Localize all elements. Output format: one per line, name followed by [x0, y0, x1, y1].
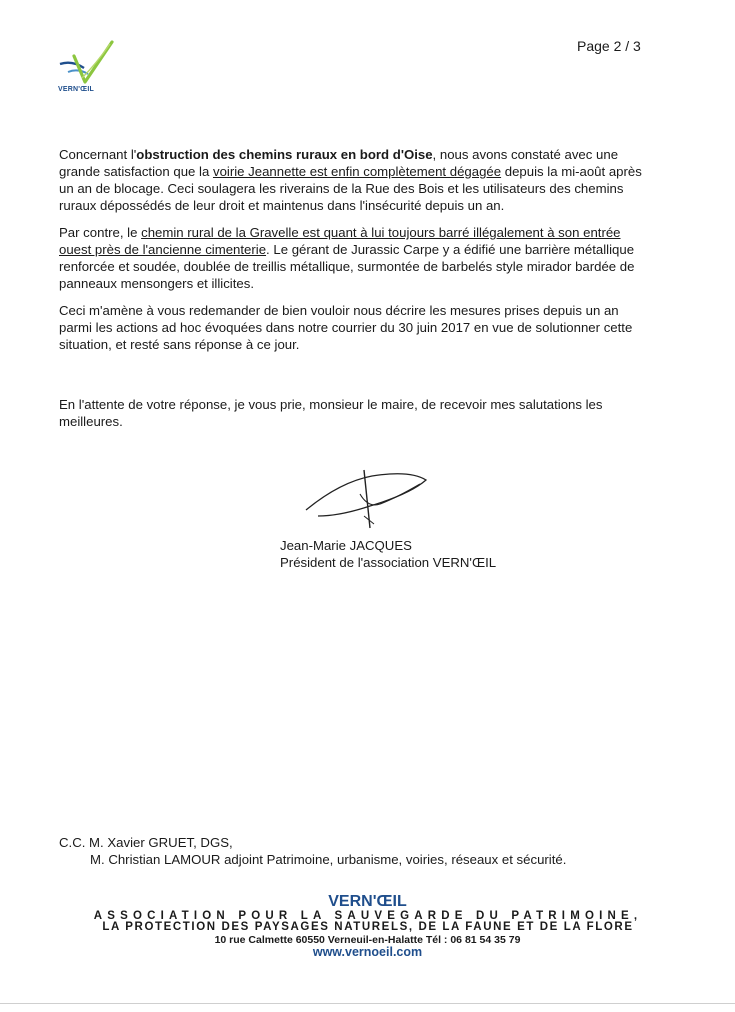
- signatory-name: Jean-Marie JACQUES: [280, 538, 412, 553]
- footer-website: www.vernoeil.com: [312, 945, 423, 959]
- paragraph-chemins-ruraux: [59, 146, 649, 214]
- p1-bold: obstruction des chemins ruraux en bord d'Oise: [136, 147, 433, 162]
- cc-line-1: C.C. M. Xavier GRUET, DGS,: [59, 835, 233, 850]
- p1-text-3: depuis la mi-août après un an de blocage. Ceci soulagera les riverains de la Rue des Bois et les utilisateurs des chemins ruraux dépossédés de leur droit et maintenus dans l'insécurité depuis un an.: [59, 164, 642, 213]
- p2-text-1: Par contre, le: [59, 225, 142, 240]
- footer-association-line-1: ASSOCIATION POUR LA SAUVEGARDE DU PATRIMOINE,: [93, 910, 643, 922]
- page-number: Page 2 / 3: [577, 38, 641, 54]
- footer-address: 10 rue Calmette 60550 Verneuil-en-Halatte Tél : 06 81 54 35 79: [214, 934, 521, 946]
- p1-text-2: , nous avons constaté avec une grande satisfaction que la: [59, 147, 619, 179]
- p1-underline: voirie Jeannette est enfin complètement dégagée: [212, 164, 502, 179]
- p2-underline: chemin rural de la Gravelle est quant à lui toujours barré illégalement à son entrée ouest près de l'ancienne cimenterie: [59, 225, 621, 257]
- logo-wordmark: VERN'ŒIL: [58, 86, 94, 93]
- p1-text-1: Concernant l': [59, 147, 137, 162]
- cc-line-2: M. Christian LAMOUR adjoint Patrimoine, urbanisme, voiries, réseaux et sécurité.: [90, 852, 567, 867]
- handwritten-signature: [300, 464, 440, 536]
- footer-brand: VERN'ŒIL: [328, 893, 407, 910]
- bottom-divider: [0, 1003, 735, 1004]
- p2-text-2: . Le gérant de Jurassic Carpe y a édifié une barrière métallique renforcée et soudée, doublée de treillis métallique, surmontée de barbelés style mirador bardée de panneaux mensongers et illicites.: [59, 242, 635, 291]
- paragraph-gravelle: [59, 224, 649, 292]
- footer-association-line-2: LA PROTECTION DES PAYSAGES NATURELS, DE LA FAUNE ET DE LA FLORE: [102, 921, 634, 933]
- paragraph-request: Ceci m'amène à vous redemander de bien vouloir nous décrire les mesures prises depuis un an parmi les actions ad hoc évoquées dans notre courrier du 30 juin 2017 en vue de solutionner cette situation, et resté sans réponse à ce jour.: [59, 303, 633, 352]
- signatory-title: Président de l'association VERN'ŒIL: [280, 555, 497, 570]
- paragraph-closing: En l'attente de votre réponse, je vous prie, monsieur le maire, de recevoir mes salutations les meilleures.: [59, 397, 603, 429]
